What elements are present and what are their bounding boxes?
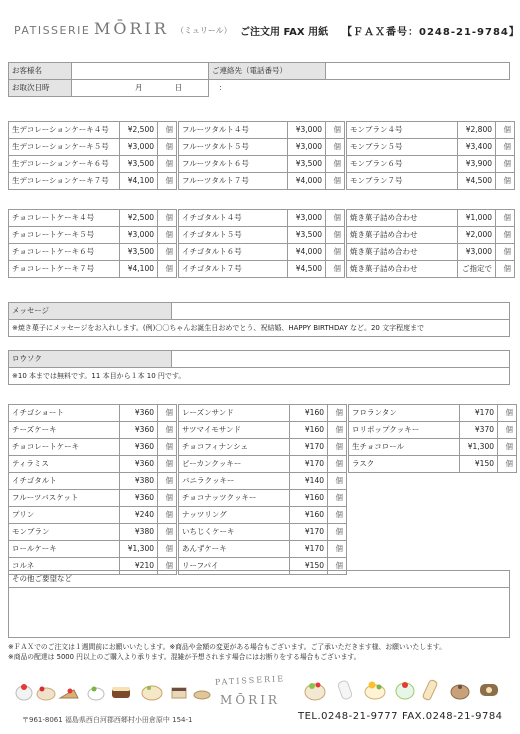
item-name: ラスク [349,456,460,473]
table-row [179,439,347,456]
item-name: フルーツタルト６号 [179,156,288,173]
day-label: 日 [174,83,183,92]
item-name: ナッツリング [179,507,290,524]
quantity-field[interactable]: 個 [496,173,515,190]
contact-label: ご連絡先（電話番号） [209,63,326,80]
item-name: イチゴタルト４号 [179,210,288,227]
table-row [349,405,517,422]
item-name: イチゴショート [9,405,120,422]
note-line-1: ※ＦＡＸでのご注文は１週間前にお願いいたします。※商品や金額の変更がある場合もございます。ご了承いただきます様、お願いいたします。 [8,643,446,651]
item-name: 生デコレーションケーキ７号 [9,173,120,190]
quantity-field[interactable]: 個 [496,227,515,244]
item-name: フルーツバスケット [9,490,120,507]
item-name: フロランタン [349,405,460,422]
month-label: 月 [135,83,143,92]
quantity-field[interactable]: 個 [496,261,515,278]
quantity-field[interactable]: 個 [326,122,345,139]
item-name: ロールケーキ [9,541,120,558]
item-name: フルーツタルト４号 [179,122,288,139]
item-name: チョコレートケーキ５号 [9,227,120,244]
item-price: ¥360 [120,439,158,456]
item-price: ¥160 [290,490,328,507]
item-price: ¥4,100 [120,261,158,278]
message-field[interactable] [172,303,510,320]
form-title: ご注文用 FAX 用紙 [240,27,329,38]
table-row [179,558,347,575]
quantity-field[interactable]: 個 [328,490,347,507]
table-row [179,173,345,190]
table-row [9,456,177,473]
quantity-field[interactable]: 個 [328,422,347,439]
footer-logo-bottom: MŌRIR [220,693,280,707]
quantity-field[interactable]: 個 [328,524,347,541]
time-colon: ： [218,83,227,92]
message-label: メッセージ [9,303,172,320]
item-name: イチゴタルト５号 [179,227,288,244]
table-row [179,156,345,173]
table-row [179,507,347,524]
quantity-field[interactable]: 個 [158,210,177,227]
item-price: ¥2,500 [120,122,158,139]
item-price: ¥170 [290,439,328,456]
item-price: ¥3,500 [288,156,326,173]
table-row [179,456,347,473]
item-price: ¥1,300 [460,439,498,456]
quantity-field[interactable]: 個 [328,473,347,490]
notes [8,642,513,662]
item-name: チョコレートケーキ４号 [9,210,120,227]
item-price: ¥3,000 [288,210,326,227]
item-price: ¥380 [120,524,158,541]
shop-address: 〒961-8061 福島県西白河郡西郷村小田倉原中 154-1 [22,716,193,724]
item-price: ご指定で [458,261,496,278]
table-row [9,244,177,261]
quantity-field[interactable]: 個 [496,139,515,156]
quantity-field[interactable]: 個 [158,173,177,190]
item-price: ¥3,400 [458,139,496,156]
quantity-field[interactable]: 個 [158,227,177,244]
item-name: 生デコレーションケーキ５号 [9,139,120,156]
candle-label: ロウソク [9,351,172,368]
item-price: ¥4,000 [288,244,326,261]
table-row [9,139,177,156]
item-price: ¥3,900 [458,156,496,173]
table-row [179,122,345,139]
quantity-field[interactable]: 個 [158,541,177,558]
item-name: サツマイモサンド [179,422,290,439]
table-row [9,473,177,490]
footer-logo [200,676,300,710]
item-price: ¥360 [120,490,158,507]
item-name: イチゴタルト７号 [179,261,288,278]
item-price: ¥3,000 [120,139,158,156]
item-name: モンブラン５号 [347,139,458,156]
quantity-field[interactable]: 個 [158,422,177,439]
item-name: イチゴタルト６号 [179,244,288,261]
quantity-field[interactable]: 個 [498,456,517,473]
item-price: ¥3,500 [120,156,158,173]
item-price: ¥170 [290,524,328,541]
quantity-field[interactable]: 個 [158,456,177,473]
item-price: ¥3,500 [120,244,158,261]
item-price: ¥3,500 [288,227,326,244]
item-name: 焼き菓子詰め合わせ [347,210,458,227]
quantity-field[interactable]: 個 [158,558,177,575]
note-line-2: ※商品の配達は 5000 円以上のご購入より承ります。混雑が予想されます場合にはお断りをする場合もございます。 [8,653,361,661]
item-name: チョコフィナンシェ [179,439,290,456]
candle-table [8,350,510,385]
items-col1-table [8,404,177,575]
item-price: ¥1,300 [120,541,158,558]
table-row [9,422,177,439]
quantity-field[interactable]: 個 [326,227,345,244]
table-row [349,456,517,473]
item-name: チョコナッツクッキー [179,490,290,507]
table-row [347,122,515,139]
item-price: ¥150 [460,456,498,473]
table-row [9,210,177,227]
requests-box[interactable] [8,570,510,638]
quantity-field[interactable]: 個 [158,139,177,156]
sweets-icon-row [12,676,212,704]
quantity-field[interactable]: 個 [328,456,347,473]
item-price: ¥210 [120,558,158,575]
table-row [9,156,177,173]
table-row [9,173,177,190]
item-price: ¥3,000 [288,139,326,156]
quantity-field[interactable]: 個 [496,210,515,227]
quantity-field[interactable]: 個 [326,173,345,190]
candle-field[interactable] [172,351,510,368]
quantity-field[interactable]: 個 [158,473,177,490]
item-name: 焼き菓子詰め合わせ [347,261,458,278]
item-price: ¥240 [120,507,158,524]
table-row [179,227,345,244]
item-name: 焼き菓子詰め合わせ [347,244,458,261]
table-row [9,122,177,139]
table-row [9,541,177,558]
customer-name-field[interactable] [72,63,209,80]
quantity-field[interactable]: 個 [158,244,177,261]
quantity-field[interactable]: 個 [496,244,515,261]
table-row [179,261,345,278]
item-name: ピーカンクッキー [179,456,290,473]
item-name: モンブラン４号 [347,122,458,139]
table-row [347,210,515,227]
item-price: ¥3,000 [458,244,496,261]
table-row [9,227,177,244]
item-name: 生デコレーションケーキ４号 [9,122,120,139]
message-note: ※焼き菓子にメッセージをお入れします。(例)〇〇ちゃんお誕生日おめでとう、祝結婚、HAPPY BIRTHDAY など。20 文字程度まで [9,320,510,337]
table-row [179,244,345,261]
table-row [179,473,347,490]
item-price: ¥2,000 [458,227,496,244]
item-price: ¥4,000 [288,173,326,190]
item-price: ¥370 [460,422,498,439]
cakes-col2-table [178,121,345,190]
table-row [9,524,177,541]
cakes2-col1-table [8,209,177,278]
item-price: ¥170 [290,456,328,473]
customer-info-table [8,62,510,97]
table-row [9,507,177,524]
item-name: あんずケーキ [179,541,290,558]
item-name: 生デコレーションケーキ６号 [9,156,120,173]
table-row [9,439,177,456]
quantity-field[interactable]: 個 [326,244,345,261]
item-name: フルーツタルト７号 [179,173,288,190]
quantity-field[interactable]: 個 [158,524,177,541]
table-row [9,261,177,278]
item-price: ¥160 [290,507,328,524]
table-row [347,156,515,173]
table-row [347,244,515,261]
item-price: ¥2,500 [120,210,158,227]
table-row [179,490,347,507]
requests-label: その他ご要望など [9,571,509,588]
quantity-field[interactable]: 個 [326,156,345,173]
quantity-field[interactable]: 個 [158,122,177,139]
brand-kana: （ミュリール） [176,26,232,35]
table-row [349,439,517,456]
item-name: ロリポップクッキー [349,422,460,439]
item-name: チーズケーキ [9,422,120,439]
item-name: プリン [9,507,120,524]
table-row [179,541,347,558]
quantity-field[interactable]: 個 [158,156,177,173]
item-price: ¥380 [120,473,158,490]
quantity-field[interactable]: 個 [498,405,517,422]
quantity-field[interactable]: 個 [498,422,517,439]
table-row [179,210,345,227]
item-name: モンブラン [9,524,120,541]
table-row [179,405,347,422]
candle-note: ※10 本までは無料です。11 本目から１本 10 円です。 [9,368,510,385]
quantity-field[interactable]: 個 [328,558,347,575]
quantity-field[interactable]: 個 [326,261,345,278]
quantity-field[interactable]: 個 [496,122,515,139]
sweets-illustrations-left [12,676,212,704]
item-price: ¥4,100 [120,173,158,190]
item-name: コルネ [9,558,120,575]
item-name: イチゴタルト [9,473,120,490]
item-name: バニラクッキー [179,473,290,490]
quantity-field[interactable]: 個 [328,507,347,524]
item-name: いちじくケーキ [179,524,290,541]
table-row [9,490,177,507]
items-col2-table [178,404,347,575]
table-row [179,422,347,439]
item-price: ¥1,000 [458,210,496,227]
brand-logo: MŌRIR [94,19,169,38]
quantity-field[interactable]: 個 [328,439,347,456]
brand-name-en: PATISSERIE [14,24,91,37]
quantity-field[interactable]: 個 [328,541,347,558]
cakes-col1-table [8,121,177,190]
item-name: 生チョコロール [349,439,460,456]
table-row [9,558,177,575]
item-price: ¥2,800 [458,122,496,139]
item-price: ¥150 [290,558,328,575]
table-row [347,227,515,244]
item-name: モンブラン６号 [347,156,458,173]
item-price: ¥3,000 [288,122,326,139]
cakes2-col3-table [346,209,515,278]
item-price: ¥140 [290,473,328,490]
table-row [347,139,515,156]
item-price: ¥160 [290,422,328,439]
item-name: モンブラン７号 [347,173,458,190]
item-price: ¥3,000 [120,227,158,244]
items-col3-table [348,404,517,473]
item-price: ¥360 [120,456,158,473]
shop-fax: FAX.0248-21-9784 [402,711,503,722]
table-row [9,405,177,422]
item-name: リーフパイ [179,558,290,575]
sweets-illustrations-right [300,672,510,704]
item-price: ¥360 [120,405,158,422]
quantity-field[interactable]: 個 [158,439,177,456]
cakes-col3-table [346,121,515,190]
contact-field[interactable] [326,63,510,80]
item-name: チョコレートケーキ [9,439,120,456]
footer-logo-top: PATISSERIE [214,674,286,687]
item-price: ¥4,500 [458,173,496,190]
item-name: チョコレートケーキ６号 [9,244,120,261]
quantity-field[interactable]: 個 [158,490,177,507]
item-price: ¥360 [120,422,158,439]
item-price: ¥170 [460,405,498,422]
pickup-label: お取次日時 [9,80,72,97]
item-name: 焼き菓子詰め合わせ [347,227,458,244]
quantity-field[interactable]: 個 [498,439,517,456]
message-table [8,302,510,337]
table-row [347,261,515,278]
table-row [179,139,345,156]
table-row [179,524,347,541]
table-row [349,422,517,439]
pickup-field[interactable] [72,80,227,97]
cakes2-col2-table [178,209,345,278]
shop-tel: TEL.0248-21-9777 [298,711,399,722]
quantity-field[interactable]: 個 [496,156,515,173]
item-name: レーズンサンド [179,405,290,422]
quantity-field[interactable]: 個 [158,261,177,278]
item-name: チョコレートケーキ７号 [9,261,120,278]
item-name: フルーツタルト５号 [179,139,288,156]
quantity-field[interactable]: 個 [328,405,347,422]
quantity-field[interactable]: 個 [326,210,345,227]
customer-name-label: お客様名 [9,63,72,80]
quantity-field[interactable]: 個 [158,405,177,422]
item-price: ¥170 [290,541,328,558]
item-name: ティラミス [9,456,120,473]
fax-number: 【ＦＡＸ番号：0248-21-9784】 [342,27,520,38]
sweets-icon-row-right [300,672,510,704]
table-row [347,173,515,190]
quantity-field[interactable]: 個 [326,139,345,156]
quantity-field[interactable]: 個 [158,507,177,524]
item-price: ¥4,500 [288,261,326,278]
item-price: ¥160 [290,405,328,422]
